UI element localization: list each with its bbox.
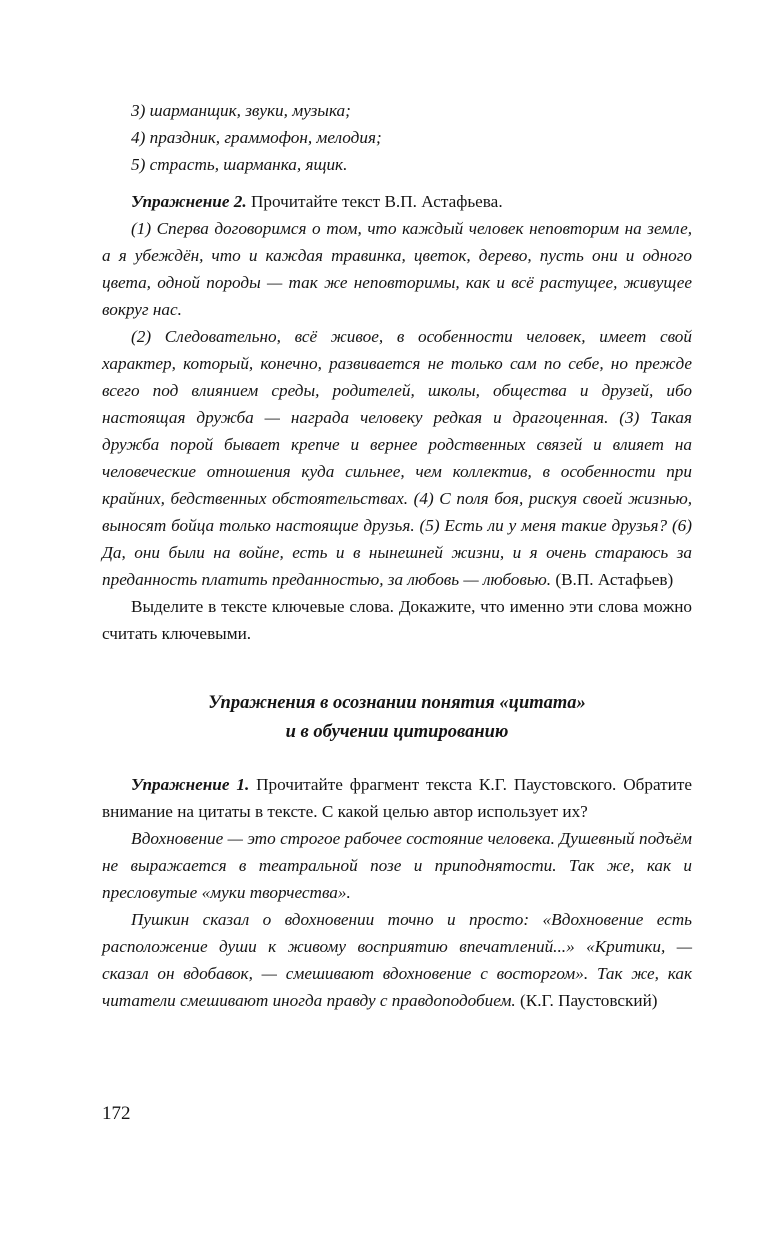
exercise-1-paragraph-1: Вдохновение — это строгое рабочее состояние человека. Душевный подъём не выражается в театральной позе и приподнятости. Так же, как и пресловутые «муки творчества». xyxy=(102,829,692,902)
exercise-2-task: Выделите в тексте ключевые слова. Докажите, что именно эти слова можно считать ключевыми. xyxy=(102,597,692,643)
exercise-1-instruction: Прочитайте фрагмент текста К.Г. Паустовского. Обратите внимание на цитаты в тексте. С какой целью автор использует их? xyxy=(102,775,692,821)
page-content xyxy=(102,97,692,1014)
list-item: 5) страсть, шарманка, ящик. xyxy=(131,155,348,174)
exercise-2-attribution: (В.П. Астафьев) xyxy=(551,570,674,589)
exercise-2-instruction: Прочитайте текст В.П. Астафьева. xyxy=(246,192,503,211)
exercise-1-paragraph-2-text: Пушкин сказал о вдохновении точно и просто: «Вдохновение есть расположение души к живому восприятию впечатлений...» «Критики, — сказал он вдобавок, — смешивают вдохновение с восторгом». Так же, как читатели смешивают иногда правду с правдоподобием. xyxy=(102,910,692,1010)
exercise-1-header xyxy=(102,771,692,825)
exercise-2-header xyxy=(102,188,692,215)
section-heading-line-1: Упражнения в осознании понятия «цитата» xyxy=(208,693,586,713)
list-item: 4) праздник, граммофон, мелодия; xyxy=(131,128,382,147)
exercise-2-label: Упражнение 2. xyxy=(131,192,247,211)
section-heading-line-2: и в обучении цитированию xyxy=(285,722,509,742)
exercise-2-paragraph-2-text: (2) Следовательно, всё живое, в особенности человек, имеет свой характер, который, конечно, развивается не только сам по себе, но прежде всего под влиянием среды, родителей, школы, общества и друзей, ибо настоящая дружба — награда человеку редкая и драгоценная. (3) Такая дружба порой бывает крепче и вернее родственных связей и влияет на человеческие отношения куда сильнее, чем коллектив, в особенности при крайних, бедственных обстоятельствах. (4) С поля боя, рискуя своей жизнью, выносят бойца только настоящие друзья. (5) Есть ли у меня такие друзья? (6) Да, они были на войне, есть и в нынешней жизни, и я очень стараюсь за преданность платить преданностью, за любовь — любовью. xyxy=(102,327,692,589)
exercise-1-paragraph-2 xyxy=(102,906,692,1014)
list-item: 3) шарманщик, звуки, музыка; xyxy=(131,101,351,120)
page-number: 172 xyxy=(102,1103,131,1124)
exercise-1-attribution: (К.Г. Паустовский) xyxy=(515,991,658,1010)
exercise-2-paragraph-2 xyxy=(102,323,692,593)
exercise-2-paragraph-1: (1) Сперва договоримся о том, что каждый человек неповторим на земле, а я убеждён, что и каждая травинка, цветок, дерево, пусть они и одного цвета, одной породы — так же неповторимы, как и всё растущее, живущее вокруг нас. xyxy=(102,219,692,319)
exercise-1-label: Упражнение 1. xyxy=(131,775,250,794)
